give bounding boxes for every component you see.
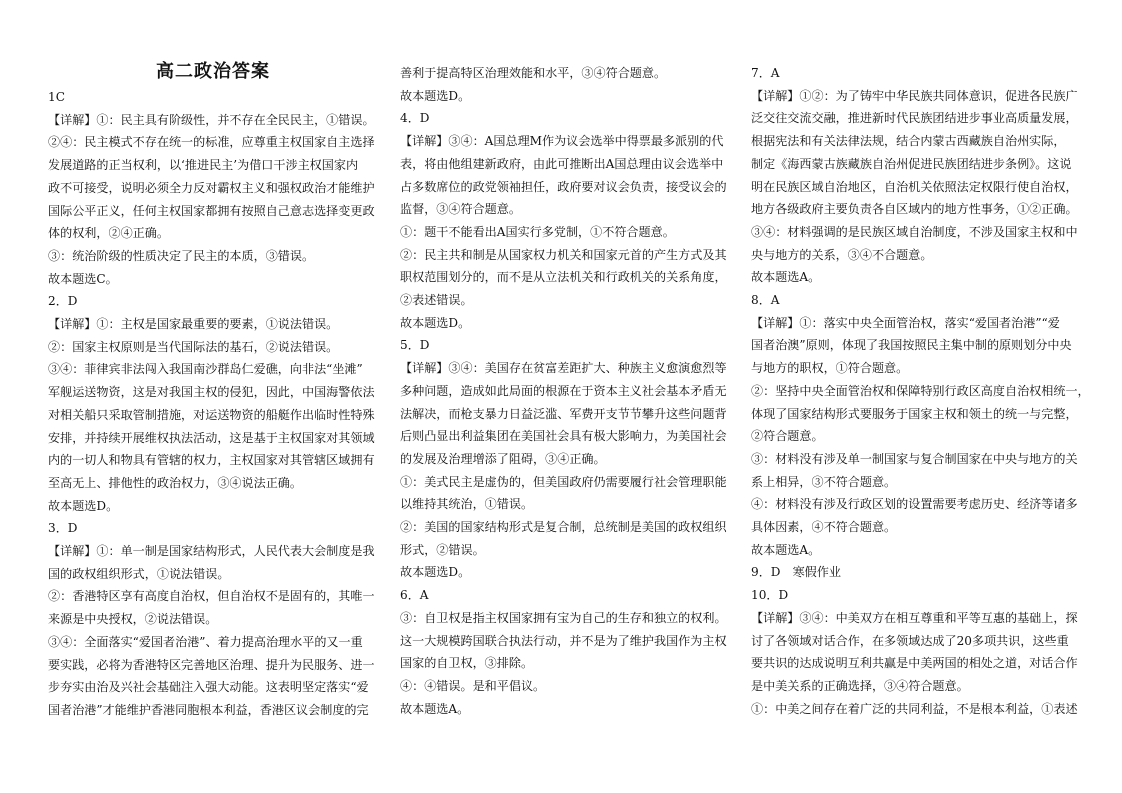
text-line: 1C	[48, 90, 65, 104]
text-line: 内的一切人和物具有管辖的权力，主权国家对其管辖区域拥有	[48, 453, 375, 468]
text-line: 【详解】①②：为了铸牢中华民族共同体意识，促进各民族广	[751, 88, 1078, 103]
text-line: 具体因素，④不符合题意。	[751, 520, 897, 535]
text-line: 表，将由他组建新政府，由此可推断出A国总理由议会选举中	[400, 156, 724, 171]
text-line: 善利于提高特区治理效能和水平，③④符合题意。	[400, 66, 667, 80]
text-line: 安排，并持续开展维权执法活动，这是基于主权国家对其领域	[48, 430, 375, 445]
text-line: ①：美式民主是虚伪的，但美国政府仍需要履行社会管理职能	[400, 474, 727, 489]
text-line: 以维持其统治，①错误。	[400, 497, 534, 512]
text-line: 来源是中央授权，②说法错误。	[48, 612, 218, 627]
text-line: 多种问题，造成如此局面的根源在于资本主义社会基本矛盾无	[400, 383, 727, 398]
text-line: 国者治澳”原则，体现了我国按照民主集中制的原则划分中央	[751, 338, 1072, 353]
text-line: 故本题选D。	[400, 88, 471, 103]
text-line: 军舰运送物资，这是对我国主权的侵犯，因此，中国海警依法	[48, 385, 375, 400]
text-line: ②：坚持中央全面管治权和保障特别行政区高度自治权相统一，	[751, 383, 1090, 398]
text-line: ①：中美之间存在着广泛的共同利益，不是根本利益，①表述	[751, 701, 1078, 716]
text-line: ③④：菲律宾非法闯入我国南沙群岛仁爱礁，向非法“坐滩”	[48, 362, 363, 377]
text-line: ③：材料没有涉及单一制国家与复合制国家在中央与地方的关	[751, 451, 1078, 466]
text-line: ②④：民主模式不存在统一的标准，应尊重主权国家自主选择	[48, 135, 375, 150]
text-line: 故本题选D。	[400, 315, 471, 330]
text-line: 讨了各领域对话合作，在多领域达成了20多项共识，这些重	[751, 633, 1069, 648]
text-line: 明在民族区域自治地区，自治机关依照法定权限行使自治权，	[751, 179, 1078, 194]
text-line: 【详解】①：单一制是国家结构形式，人民代表大会制度是我	[48, 544, 375, 559]
text-line: 4．D	[400, 111, 430, 126]
text-line: ②：美国的国家结构形式是复合制，总统制是美国的政权组织	[400, 520, 727, 535]
text-line: 泛交往交流交融，推进新时代民族团结进步事业高质量发展，	[751, 111, 1078, 126]
text-line: ①：题干不能看出A国实行多党制，①不符合题意。	[400, 224, 675, 239]
text-line: ②表述错误。	[400, 293, 473, 308]
text-line: ③④：全面落实“爱国者治港”、着力提高治理水平的又一重	[48, 634, 363, 649]
text-line: ②符合题意。	[751, 429, 824, 444]
column-3-lines	[751, 62, 1090, 720]
document-title: 高二政治答案	[156, 61, 270, 82]
text-column-1	[48, 62, 378, 722]
text-line: 3．D	[48, 521, 78, 536]
text-line: 的发展及治理增添了阻碍，③④正确。	[400, 451, 606, 466]
text-line: 故本题选C。	[48, 271, 118, 286]
text-line: 央与地方的关系，③④不合题意。	[751, 247, 933, 262]
text-line: 6．A	[400, 588, 429, 603]
text-line: 形式，②错误。	[400, 542, 485, 557]
text-line: 5．D	[400, 338, 430, 353]
text-line: 7．A	[751, 66, 780, 80]
text-line: 占多数席位的政党领袖担任，政府要对议会负责，接受议会的	[400, 179, 727, 194]
text-line: 2．D	[48, 294, 78, 309]
text-line: 是中美关系的正确选择，③④符合题意。	[751, 678, 969, 693]
column-1-lines	[48, 86, 378, 722]
text-line: 至高无上、排他性的政治权力，③④说法正确。	[48, 475, 302, 490]
text-line: 9．D 寒假作业	[751, 565, 841, 580]
text-line: ②：民主共和制是从国家权力机关和国家元首的产生方式及其	[400, 247, 727, 262]
text-line: 职权范围划分的，而不是从立法机关和行政机关的关系角度，	[400, 270, 727, 285]
text-line: ②：国家主权原则是当代国际法的基石，②说法错误。	[48, 339, 339, 354]
text-line: 故本题选D。	[400, 565, 471, 580]
text-line: 地方各级政府主要负责各自区域内的地方性事务，①②正确。	[751, 202, 1078, 217]
text-line: 国者治港”才能维护香港同胞根本利益，香港区议会制度的完	[48, 702, 369, 717]
text-line: ③：统治阶级的性质决定了民主的本质，③错误。	[48, 248, 315, 263]
text-line: 国的政权组织形式，①说法错误。	[48, 566, 230, 581]
text-line: ④：材料没有涉及行政区划的设置需要考虑历史、经济等诸多	[751, 497, 1078, 512]
text-column-3	[751, 62, 1090, 720]
text-line: 国家的自卫权，③排除。	[400, 656, 534, 671]
text-column-2	[400, 62, 730, 720]
text-line: 要实践，必将为香港特区完善地区治理、提升为民服务、进一	[48, 657, 375, 672]
text-line: 故本题选A。	[751, 270, 821, 285]
text-line: ③④：材料强调的是民族区域自治制度，不涉及国家主权和中	[751, 224, 1078, 239]
text-line: 故本题选A。	[400, 701, 470, 716]
text-line: 【详解】③④：A国总理M作为议会选举中得票最多派别的代	[400, 134, 724, 149]
text-line: 发展道路的正当权利，以‘推进民主’为借口干涉主权国家内	[48, 158, 359, 173]
text-line: 制定《海西蒙古族藏族自治州促进民族团结进步条例》。这说	[751, 156, 1072, 171]
text-line: 这一大规模跨国联合执法行动，并不是为了维护我国作为主权	[400, 633, 727, 648]
text-line: 故本题选D。	[48, 498, 119, 513]
text-line: 要共识的达成说明互利共赢是中美两国的相处之道，对话合作	[751, 656, 1078, 671]
text-line: 国际公平正义，任何主权国家都拥有按照自己意志选择变更政	[48, 203, 375, 218]
text-line: 10．D	[751, 588, 789, 603]
text-line: 政不可接受，说明必须全力反对霸权主义和强权政治才能维护	[48, 180, 375, 195]
text-line: 体的权利，②④正确。	[48, 226, 169, 241]
text-line: 故本题选A。	[751, 542, 821, 557]
text-line: 法解决，而枪支暴力日益泛滥、军费开支节节攀升这些问题背	[400, 406, 727, 421]
text-line: 【详解】①：主权是国家最重要的要素，①说法错误。	[48, 317, 339, 332]
text-line: 【详解】③④：美国存在贫富差距扩大、种族主义愈演愈烈等	[400, 361, 727, 376]
text-line: 与地方的职权，①符合题意。	[751, 361, 909, 376]
text-line: 体现了国家结构形式要服务于国家主权和领土的统一与完整，	[751, 406, 1078, 421]
text-line: 对相关船只采取管制措施，对运送物资的船艇作出临时性特殊	[48, 407, 375, 422]
text-line: ②：香港特区享有高度自治权，但自治权不是固有的，其唯一	[48, 589, 375, 604]
text-line: 系上相异，③不符合题意。	[751, 474, 897, 489]
text-line: ③：自卫权是指主权国家拥有宝为自己的生存和独立的权利。	[400, 610, 727, 625]
text-line: 【详解】①：民主具有阶级性，并不存在全民民主，①错误。	[48, 112, 375, 127]
text-line: 后则凸显出利益集团在美国社会具有极大影响力，为美国社会	[400, 429, 727, 444]
text-line: 【详解】①：落实中央全面管治权，落实“爱国者治港”“爱	[751, 315, 1060, 330]
text-line: 【详解】③④：中美双方在相互尊重和平等互惠的基础上，探	[751, 610, 1078, 625]
text-line: 监督，③④符合题意。	[400, 202, 521, 217]
column-2-lines	[400, 62, 730, 720]
text-line: ④：④错误。是和平倡议。	[400, 678, 546, 693]
text-line: 根据宪法和有关法律法规，结合内蒙古西藏族自治州实际，	[751, 134, 1066, 149]
text-line: 8．A	[751, 293, 780, 308]
text-line: 步夯实由治及兴社会基础注入强大动能。这表明坚定落实“爱	[48, 680, 369, 695]
